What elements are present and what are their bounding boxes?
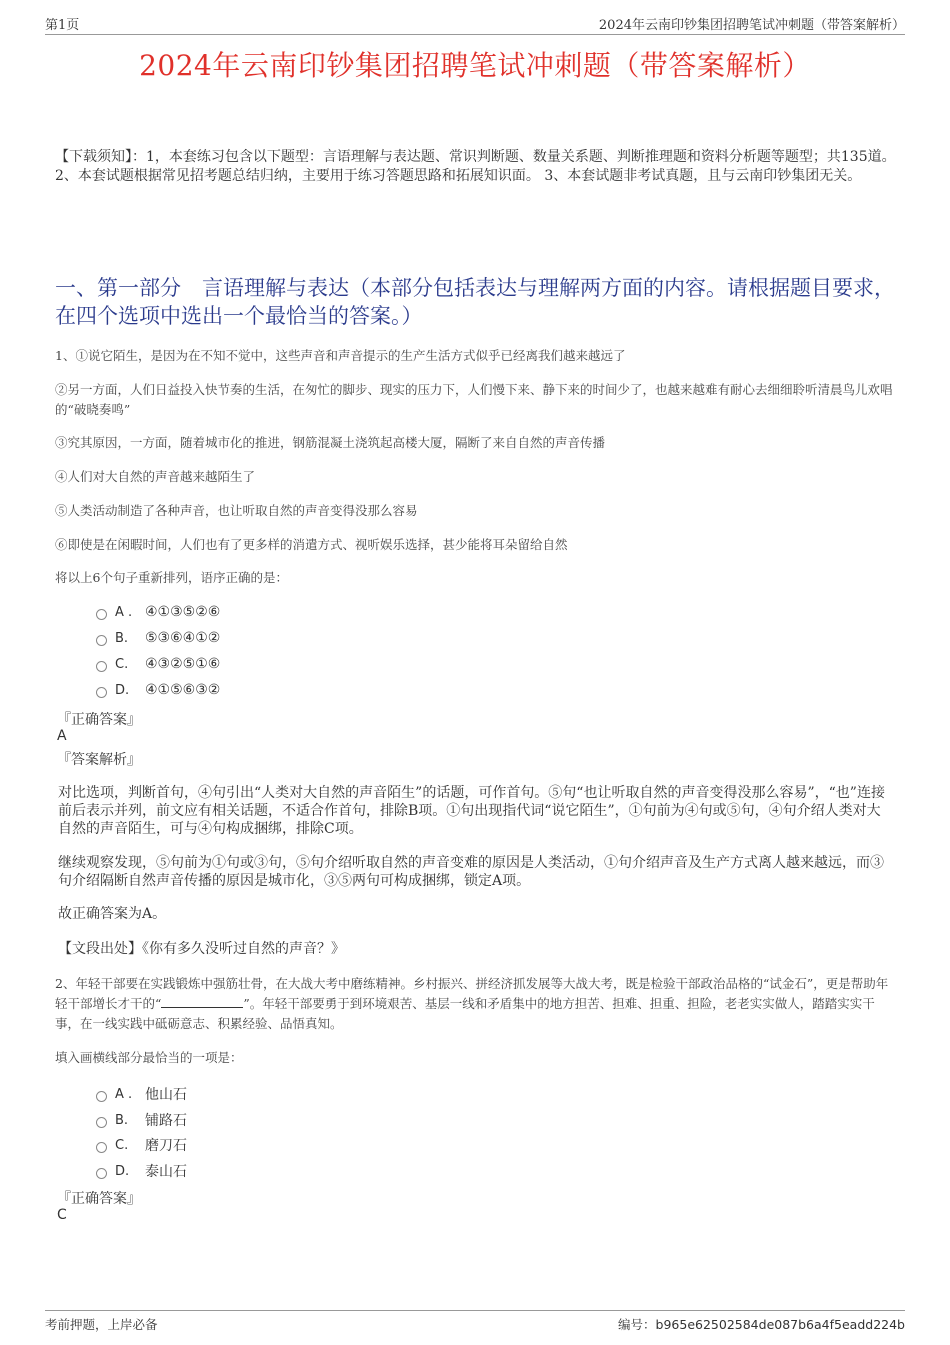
q1-option-c[interactable]: C. ④③②⑤①⑥ (96, 656, 220, 672)
footer-code (618, 1315, 905, 1333)
q2-option-c[interactable]: C. 磨刀石 (96, 1135, 187, 1155)
q1-analysis-para-1: 对比选项，判断首句，④句引出“人类对大自然的声音陌生”的话题，可作首句。⑤句“也让听取自然的声音变得没那么容易”，“也”连接前后表示并列，前文应有相关话题，不适合作首句，排除B项。①句出现指代词“说它陌生”，①句前为④句或⑤句，④句介绍人类对大自然的声音陌生，可与④句构成捆绑，排除C项。 (58, 785, 885, 837)
q1-option-b[interactable]: B. ⑤③⑥④①② (96, 630, 220, 646)
q1-sentence-1: 1、①说它陌生，是因为在不知不觉中，这些声音和声音提示的生产生活方式似乎已经离我们越来越远了 (55, 348, 626, 363)
page-footer (45, 1310, 905, 1335)
page-header (45, 14, 905, 35)
q1-analysis-para-2: 继续观察发现，⑤句前为①句或③句，⑤句介绍听取自然的声音变难的原因是人类活动，①句介绍声音及生产方式离人越来越远，而③句介绍隔断自然声音传播的原因是城市化，③⑤两句可构成捆绑，锁定A项。 (58, 855, 884, 889)
q2-option-a[interactable]: A . 他山石 (96, 1084, 187, 1104)
page-number: 第1页 (45, 18, 80, 33)
q1-sentence-6: ⑥即使是在闲暇时间，人们也有了更多样的消遣方式、视听娱乐选择，甚少能将耳朵留给自然 (55, 537, 568, 552)
fill-blank (161, 995, 243, 1008)
header-doc-title: 2024年云南印钞集团招聘笔试冲刺题（带答案解析） (598, 18, 905, 33)
section-heading: 一、第一部分 言语理解与表达（本部分包括表达与理解两方面的内容。请根据题目要求，在四个选项中选出一个最恰当的答案。） (55, 276, 895, 328)
q1-answer-label: 『正确答案』 (57, 712, 141, 728)
radio-icon[interactable] (96, 661, 107, 672)
q1-option-a[interactable]: A . ④①③⑤②⑥ (96, 604, 220, 620)
q1-sentence-4: ④人们对大自然的声音越来越陌生了 (55, 469, 256, 484)
q1-sentence-5: ⑤人类活动制造了各种声音，也让听取自然的声音变得没那么容易 (55, 503, 418, 518)
radio-icon[interactable] (96, 1142, 107, 1153)
radio-icon[interactable] (96, 1117, 107, 1128)
q1-sentence-3: ③究其原因，一方面，随着城市化的推进，钢筋混凝土浇筑起高楼大厦，隔断了来自自然的声音传播 (55, 435, 606, 450)
footer-slogan: 考前押题，上岸必备 (45, 1317, 158, 1332)
footer-code-value: b965e62502584de087b6a4f5eadd224b (655, 1317, 905, 1332)
q2-stem-part-2: ”。年轻干部要勇于到环境艰苦、基层一线和矛盾集中的地方担苦、担难、担重、担险，老老实实做人，踏踏实实干事，在一线实践中砥砺意志、积累经验、品悟真知。 (55, 996, 875, 1031)
q2-answer: C (57, 1207, 67, 1223)
q1-answer: A (57, 728, 67, 744)
radio-icon[interactable] (96, 687, 107, 698)
footer-code-label: 编号： (618, 1317, 656, 1332)
q1-sentence-2: ②另一方面，人们日益投入快节奏的生活，在匆忙的脚步、现实的压力下，人们慢下来、静下来的时间少了，也越来越难有耐心去细细聆听清晨鸟儿欢唱的“破晓奏鸣” (55, 382, 893, 417)
q2-stem-part-1: 2、年轻干部要在实践锻炼中强筋壮骨，在大战大考中磨练精神。乡村振兴、拼经济抓发展等大战大考，既是检验干部政治品格的“试金石”，更是帮助年轻干部增长才干的“ (55, 976, 889, 1011)
download-notice: 【下载须知】：1，本套练习包含以下题型：言语理解与表达题、常识判断题、数量关系题、判断推理题和资料分析题等题型；共135道。 2、本套试题根据常见招考题总结归纳，主要用于练习答题思路和拓展知识面。 3、本套试题非考试真题，且与云南印钞集团无关。 (55, 149, 896, 184)
q2-stem (55, 974, 895, 1034)
q1-prompt: 将以上6个句子重新排列，语序正确的是： (55, 570, 288, 585)
q2-option-d[interactable]: D. 泰山石 (96, 1161, 187, 1181)
q2-prompt: 填入画横线部分最恰当的一项是： (55, 1050, 243, 1065)
q2-answer-label: 『正确答案』 (57, 1191, 141, 1207)
q1-source: 【文段出处】《你有多久没听过自然的声音？》 (58, 941, 345, 957)
radio-icon[interactable] (96, 609, 107, 620)
q1-option-d[interactable]: D. ④①⑤⑥③② (96, 682, 220, 698)
radio-icon[interactable] (96, 1168, 107, 1179)
q1-conclusion: 故正确答案为A。 (58, 906, 167, 922)
radio-icon[interactable] (96, 1091, 107, 1102)
q1-analysis-label: 『答案解析』 (57, 752, 141, 768)
q2-option-b[interactable]: B. 铺路石 (96, 1110, 187, 1130)
radio-icon[interactable] (96, 635, 107, 646)
page-title: 2024年云南印钞集团招聘笔试冲刺题（带答案解析） (139, 49, 811, 82)
